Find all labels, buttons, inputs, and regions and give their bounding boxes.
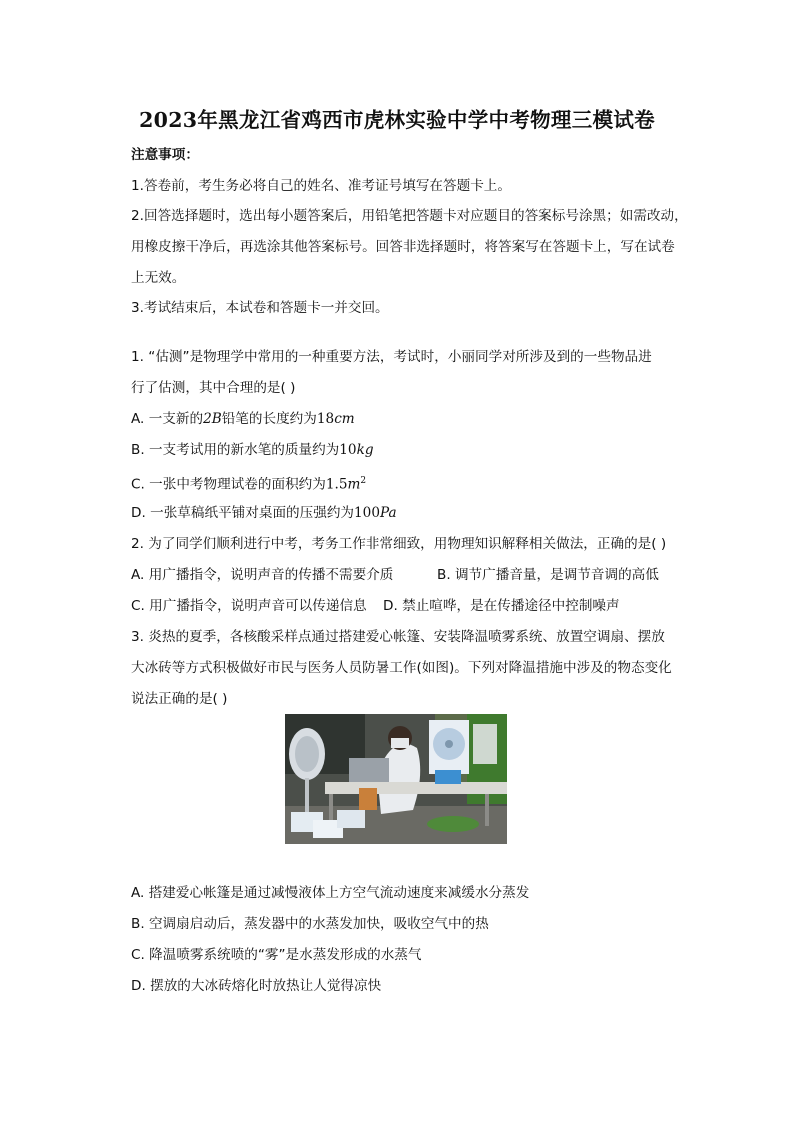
q1-option-d-num: 100 — [354, 505, 380, 521]
q1-option-c — [131, 472, 366, 494]
notice-item-2-line-1: 2.回答选择题时，选出每小题答案后，用铅笔把答题卡对应题目的答案标号涂黑；如需改动， — [131, 208, 688, 224]
q2-stem: 2. 为了同学们顺利进行中考，考务工作非常细致，用物理知识解释相关做法，正确的是( ) — [131, 536, 667, 552]
q1-option-c-prefix: C. 一张中考物理试卷的面积约为 — [131, 476, 326, 493]
q1-option-a-mid: 铅笔的长度约为 — [221, 411, 317, 427]
q1-option-c-sup: 2 — [360, 476, 367, 486]
q1-option-a-num: 18 — [316, 411, 335, 427]
q1-stem-line-2: 行了估测，其中合理的是( ) — [131, 380, 296, 396]
q1-option-b-prefix: B. 一支考试用的新水笔的质量约为 — [131, 442, 340, 458]
q3-option-d: D. 摆放的大冰砖熔化时放热让人觉得凉快 — [131, 978, 382, 994]
q1-option-a — [131, 410, 355, 428]
notice-item-3: 3.考试结束后，本试卷和答题卡一并交回。 — [131, 300, 389, 316]
q1-option-c-unit: m — [347, 476, 361, 493]
q1-option-d-prefix: D. 一张草稿纸平铺对桌面的压强约为 — [131, 505, 355, 521]
q1-stem-line-1: 1. “估测”是物理学中常用的一种重要方法，考试时，小丽同学对所涉及到的一些物品进 — [131, 349, 652, 365]
q1-option-b-num: 10 — [339, 442, 357, 458]
notice-item-2-line-3: 上无效。 — [131, 270, 186, 286]
q1-option-d — [131, 504, 397, 522]
q2-option-d: D. 禁止喧哗，是在传播途径中控制噪声 — [383, 598, 620, 614]
q1-option-a-prefix: A. 一支新的 — [131, 411, 204, 427]
q1-option-a-unit: cm — [334, 411, 355, 427]
q3-option-a: A. 搭建爱心帐篷是通过减慢液体上方空气流动速度来减缓水分蒸发 — [131, 885, 530, 901]
q2-option-c: C. 用广播指令，说明声音可以传递信息 — [131, 598, 367, 614]
notice-heading: 注意事项： — [131, 147, 199, 163]
q2-option-b: B. 调节广播音量，是调节音调的高低 — [437, 567, 659, 583]
page-title: 2023年黑龙江省鸡西市虎林实验中学中考物理三模试卷 — [139, 108, 655, 132]
q3-stem-line-3: 说法正确的是( ) — [131, 691, 228, 707]
q1-option-d-unit: Pa — [379, 505, 397, 521]
q3-stem-line-2: 大冰砖等方式积极做好市民与医务人员防暑工作(如图)。下列对降温措施中涉及的物态变化 — [131, 660, 672, 676]
q3-photo — [285, 714, 507, 844]
q1-option-b-unit: kg — [356, 442, 374, 458]
q3-stem-line-1: 3. 炎热的夏季，各核酸采样点通过搭建爱心帐篷、安装降温喷雾系统、放置空调扇、摆放 — [131, 629, 665, 645]
q3-option-b: B. 空调扇启动后，蒸发器中的水蒸发加快，吸收空气中的热 — [131, 916, 489, 932]
q1-option-b — [131, 441, 374, 459]
q1-option-c-num: 1.5 — [325, 476, 348, 493]
q2-option-a: A. 用广播指令，说明声音的传播不需要介质 — [131, 567, 394, 583]
notice-item-2-line-2: 用橡皮擦干净后，再选涂其他答案标号。回答非选择题时，将答案写在答题卡上，写在试卷 — [131, 239, 675, 255]
q1-option-a-math: 2B — [203, 411, 222, 427]
notice-item-1: 1.答卷前，考生务必将自己的姓名、准考证号填写在答题卡上。 — [131, 178, 511, 194]
q3-option-c: C. 降温喷雾系统喷的“雾”是水蒸发形成的水蒸气 — [131, 947, 422, 963]
